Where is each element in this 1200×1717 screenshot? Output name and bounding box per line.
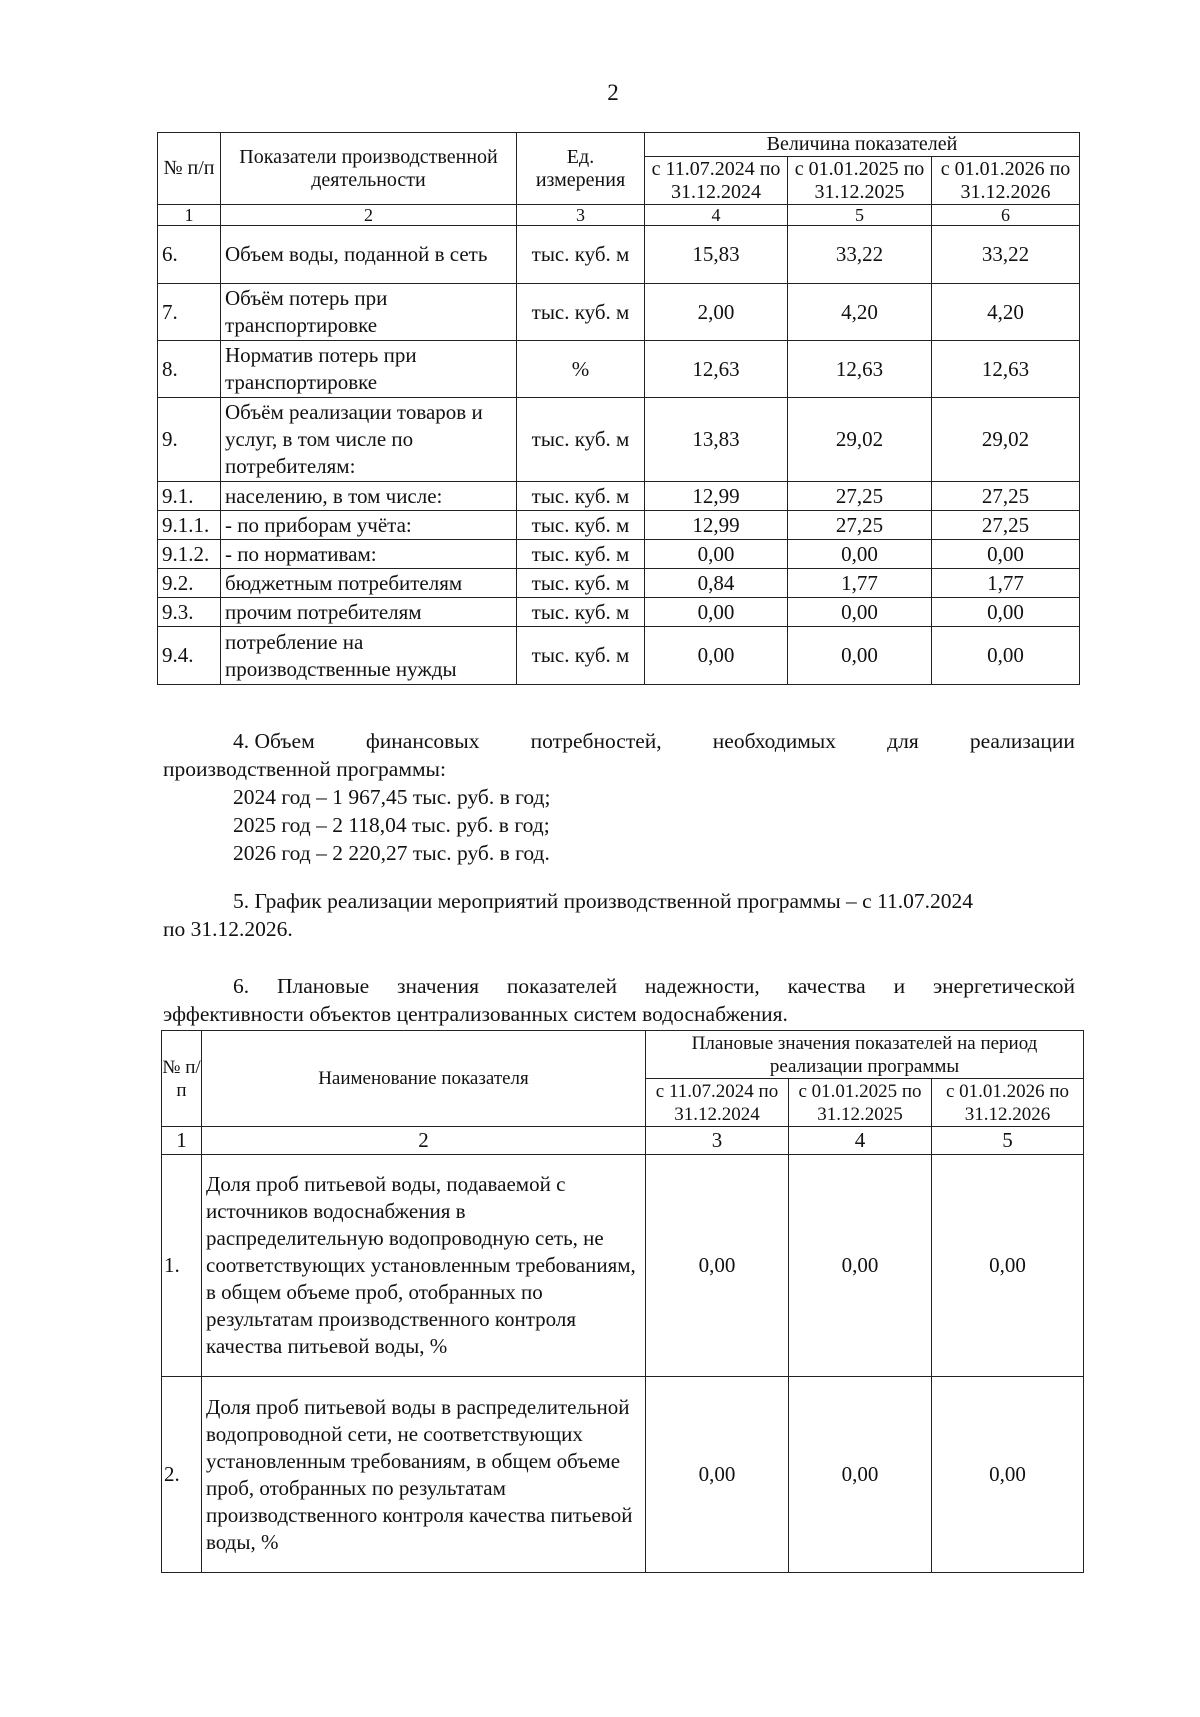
header-indicator-name: Наименование показателя xyxy=(202,1031,646,1127)
column-number: 5 xyxy=(932,1127,1084,1155)
row-value: 0,00 xyxy=(788,627,932,685)
row-value: 0,00 xyxy=(932,598,1080,627)
section-4-word: потребностей, xyxy=(530,729,662,753)
column-number: 2 xyxy=(221,205,517,226)
financial-need-item: 2026 год – 2 220,27 тыс. руб. в год. xyxy=(233,841,550,865)
row-num: 7. xyxy=(158,284,221,341)
row-value: 0,00 xyxy=(645,540,788,569)
header-indicator: Показатели производственной деятельности xyxy=(221,133,517,205)
section-5-second-line: по 31.12.2026. xyxy=(163,917,293,941)
row-unit: тыс. куб. м xyxy=(517,284,645,341)
row-value: 27,25 xyxy=(932,482,1080,511)
row-num: 2. xyxy=(162,1377,202,1573)
row-unit: тыс. куб. м xyxy=(517,598,645,627)
row-value: 12,63 xyxy=(645,341,788,398)
row-indicator: - по приборам учёта: xyxy=(221,511,517,540)
header-num: № п/п xyxy=(162,1031,202,1127)
row-indicator: Объём потерь при транспортировке xyxy=(221,284,517,341)
row-unit: тыс. куб. м xyxy=(517,540,645,569)
row-value: 33,22 xyxy=(932,226,1080,284)
row-num: 1. xyxy=(162,1155,202,1377)
row-num: 9.1. xyxy=(158,482,221,511)
row-unit: тыс. куб. м xyxy=(517,226,645,284)
row-unit: тыс. куб. м xyxy=(517,627,645,685)
row-value: 33,22 xyxy=(788,226,932,284)
row-num: 9.4. xyxy=(158,627,221,685)
section-4-first-line xyxy=(163,727,1075,755)
row-num: 9.1.2. xyxy=(158,540,221,569)
column-number: 5 xyxy=(788,205,932,226)
table-row xyxy=(158,511,1080,540)
section-5-first-line: 5. График реализации мероприятий производственной программы – с 11.07.2024 xyxy=(233,889,974,913)
row-value: 1,77 xyxy=(788,569,932,598)
row-value: 12,63 xyxy=(788,341,932,398)
row-value: 2,00 xyxy=(645,284,788,341)
row-num: 8. xyxy=(158,341,221,398)
section-5-paragraph xyxy=(163,887,1075,943)
table-row xyxy=(158,398,1080,482)
row-indicator: потребление на производственные нужды xyxy=(221,627,517,685)
table-row xyxy=(162,1155,1084,1377)
table-row xyxy=(158,226,1080,284)
financial-need-item: 2024 год – 1 967,45 тыс. руб. в год; xyxy=(233,785,551,809)
row-num: 9.2. xyxy=(158,569,221,598)
section-4-second-line: производственной программы: xyxy=(163,757,446,781)
row-value: 0,00 xyxy=(645,627,788,685)
row-value: 0,00 xyxy=(645,598,788,627)
table-row xyxy=(158,284,1080,341)
row-value: 12,63 xyxy=(932,341,1080,398)
table-row xyxy=(158,341,1080,398)
row-value: 0,00 xyxy=(789,1155,932,1377)
row-value: 12,99 xyxy=(645,511,788,540)
row-indicator: Объем воды, поданной в сеть xyxy=(221,226,517,284)
row-value: 0,00 xyxy=(788,598,932,627)
row-unit: тыс. куб. м xyxy=(517,482,645,511)
row-unit: тыс. куб. м xyxy=(517,511,645,540)
row-indicator: - по нормативам: xyxy=(221,540,517,569)
row-indicator: Объём реализации товаров и услуг, в том числе по потребителям: xyxy=(221,398,517,482)
table-row xyxy=(158,540,1080,569)
production-indicators-table xyxy=(157,132,1080,685)
row-unit: % xyxy=(517,341,645,398)
table-row xyxy=(158,598,1080,627)
row-value: 15,83 xyxy=(645,226,788,284)
column-number: 3 xyxy=(517,205,645,226)
header-unit: Ед. измерения xyxy=(517,133,645,205)
row-indicator: Норматив потерь при транспортировке xyxy=(221,341,517,398)
row-value: 27,25 xyxy=(788,482,932,511)
column-number: 4 xyxy=(789,1127,932,1155)
row-indicator-name: Доля проб питьевой воды в распределительной водопроводной сети, не соответствующих установленным требованиям, в общем объеме проб, отобранных по результатам производственного контроля качества питьевой воды, % xyxy=(202,1377,646,1573)
page-number: 2 xyxy=(607,80,619,105)
table-row xyxy=(158,627,1080,685)
header-period: с 01.01.2025 по 31.12.2025 xyxy=(789,1079,932,1127)
row-value: 0,00 xyxy=(932,627,1080,685)
row-value: 1,77 xyxy=(932,569,1080,598)
row-value: 29,02 xyxy=(788,398,932,482)
header-values-group: Величина показателей xyxy=(645,133,1080,157)
header-period: с 11.07.2024 по 31.12.2024 xyxy=(646,1079,789,1127)
row-unit: тыс. куб. м xyxy=(517,569,645,598)
header-period: с 11.07.2024 по 31.12.2024 xyxy=(645,157,788,205)
row-value: 0,00 xyxy=(932,540,1080,569)
row-value: 4,20 xyxy=(932,284,1080,341)
row-num: 9.3. xyxy=(158,598,221,627)
header-period: с 01.01.2025 по 31.12.2025 xyxy=(788,157,932,205)
column-number: 2 xyxy=(202,1127,646,1155)
section-4-word: реализации xyxy=(969,729,1075,753)
row-value: 0,00 xyxy=(932,1377,1084,1573)
row-num: 6. xyxy=(158,226,221,284)
column-number: 4 xyxy=(645,205,788,226)
row-value: 0,84 xyxy=(645,569,788,598)
section-4-word: для xyxy=(887,729,919,753)
row-indicator: населению, в том числе: xyxy=(221,482,517,511)
row-value: 0,00 xyxy=(646,1377,789,1573)
row-indicator: бюджетным потребителям xyxy=(221,569,517,598)
row-num: 9.1.1. xyxy=(158,511,221,540)
header-values-group: Плановые значения показателей на период реализации программы xyxy=(646,1031,1084,1079)
header-period: с 01.01.2026 по 31.12.2026 xyxy=(932,157,1080,205)
row-unit: тыс. куб. м xyxy=(517,398,645,482)
column-number: 1 xyxy=(158,205,221,226)
section-4-word: финансовых xyxy=(365,729,480,753)
row-value: 13,83 xyxy=(645,398,788,482)
row-value: 27,25 xyxy=(788,511,932,540)
section-6-second-line: эффективности объектов централизованных систем водоснабжения. xyxy=(163,1002,788,1026)
row-value: 27,25 xyxy=(932,511,1080,540)
table-row xyxy=(158,482,1080,511)
row-value: 0,00 xyxy=(788,540,932,569)
financial-need-item: 2025 год – 2 118,04 тыс. руб. в год; xyxy=(233,813,550,837)
section-4-paragraph xyxy=(163,727,1075,867)
section-4-word: необходимых xyxy=(712,729,837,753)
row-value: 0,00 xyxy=(646,1155,789,1377)
header-num: № п/п xyxy=(158,133,221,205)
header-period: с 01.01.2026 по 31.12.2026 xyxy=(932,1079,1084,1127)
section-6-first-line: 6. Плановые значения показателей надежности, качества и энергетической xyxy=(233,974,1075,998)
row-num: 9. xyxy=(158,398,221,482)
row-value: 0,00 xyxy=(789,1377,932,1573)
row-value: 12,99 xyxy=(645,482,788,511)
row-value: 29,02 xyxy=(932,398,1080,482)
reliability-indicators-table xyxy=(161,1030,1084,1573)
row-value: 0,00 xyxy=(932,1155,1084,1377)
row-indicator-name: Доля проб питьевой воды, подаваемой с источников водоснабжения в распределительную водопроводную сеть, не соответствующих установленным требованиям, в общем объеме проб, отобранных по результатам производственного контроля качества питьевой воды, % xyxy=(202,1155,646,1377)
table-row xyxy=(158,569,1080,598)
column-number: 3 xyxy=(646,1127,789,1155)
row-value: 4,20 xyxy=(788,284,932,341)
row-indicator: прочим потребителям xyxy=(221,598,517,627)
column-number: 1 xyxy=(162,1127,202,1155)
section-4-word: 4. Объем xyxy=(233,729,315,753)
column-number: 6 xyxy=(932,205,1080,226)
section-6-paragraph xyxy=(163,972,1075,1028)
table-row xyxy=(162,1377,1084,1573)
